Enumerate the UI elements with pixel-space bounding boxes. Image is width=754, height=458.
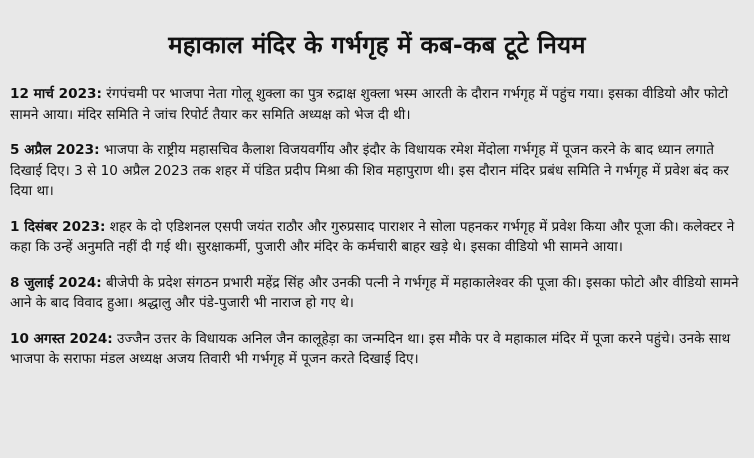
entry-text: उज्जैन उत्तर के विधायक अनिल जैन कालूहेड़ा का जन्मदिन था। इस मौके पर वे महाकाल मंदिर में पूजा करने पहुंचे। उनके साथ भाजपा के सराफा मंडल अध्यक्ष अजय तिवारी भी गर्भगृह में पूजन करते दिखाई दिए। — [10, 330, 731, 367]
entry-text: बीजेपी के प्रदेश संगठन प्रभारी महेंद्र सिंह और उनकी पत्नी ने गर्भगृह में महाकालेश्वर की पूजा की। इसका फोटो और वीडियो सामने आने के बाद विवाद हुआ। श्रद्धालु और पंडे-पुजारी भी नाराज हो गए थे। — [10, 274, 739, 311]
document-title: महाकाल मंदिर के गर्भगृह में कब-कब टूटे नियम — [168, 31, 586, 59]
entry-date: 10 अगस्त 2024: — [10, 330, 113, 347]
entry-text: रंगपंचमी पर भाजपा नेता गोलू शुक्ला का पुत्र रुद्राक्ष शुक्ला भस्म आरती के दौरान गर्भगृह में पहुंच गया। इसका वीडियो और फोटो सामने आया। मंदिर समिति ने जांच रिपोर्ट तैयार कर समिति अध्यक्ष को भेज दी थी। — [10, 86, 729, 123]
entry-2023-03-12 — [10, 84, 744, 125]
entry-date: 12 मार्च 2023: — [10, 86, 102, 102]
entry-2024-07-08 — [10, 273, 744, 314]
entry-2023-12-01 — [10, 217, 744, 258]
entry-2023-04-05 — [10, 140, 744, 202]
entries-list — [10, 84, 744, 370]
entry-date: 1 दिसंबर 2023: — [10, 218, 106, 235]
entry-text: शहर के दो एडिशनल एसपी जयंत राठौर और गुरुप्रसाद पाराशर ने सोला पहनकर गर्भगृह में प्रवेश किया और पूजा की। कलेक्टर ने कहा कि उन्हें अनुमति नहीं दी गई थी। सुरक्षाकर्मी, पुजारी और मंदिर के कर्मचारी बाहर खड़े थे। इसका वीडियो भी सामने आया। — [10, 218, 735, 255]
entry-date: 5 अप्रैल 2023: — [10, 142, 100, 158]
entry-text: भाजपा के राष्ट्रीय महासचिव कैलाश विजयवर्गीय और इंदौर के विधायक रमेश मेंदोला गर्भगृह में पूजन करने के बाद ध्यान लगाते दिखाई दिए। 3 से 10 अप्रैल 2023 तक शहर में पंडित प्रदीप मिश्रा की शिव महापुराण थी। इस दौरान मंदिर प्रबंध समिति ने गर्भगृह में प्रवेश बंद कर दिया था। — [10, 142, 729, 199]
entry-2024-08-10 — [10, 329, 744, 370]
entry-date: 8 जुलाई 2024: — [10, 274, 102, 291]
